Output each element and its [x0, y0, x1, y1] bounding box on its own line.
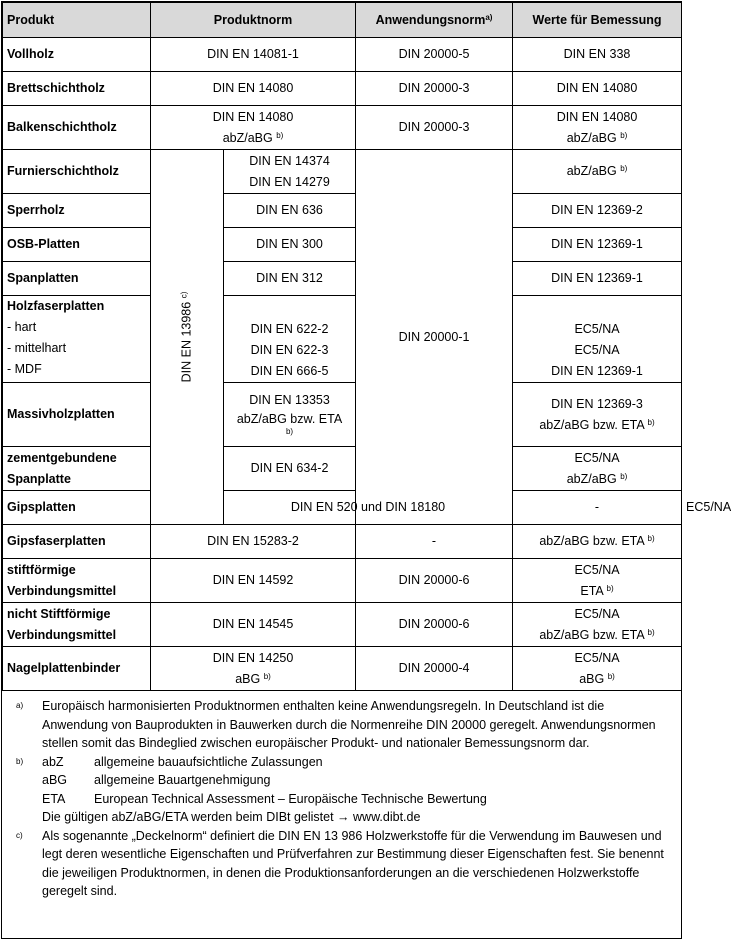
product-name: zementgebundene Spanplatte: [3, 447, 151, 491]
application-norm: DIN 20000-3: [356, 72, 513, 106]
table-row: [3, 603, 682, 647]
design-values: EC5/NA abZ/aBG $^{b)}$: [513, 447, 682, 491]
product-norm: DIN EN 14081-1: [151, 38, 356, 72]
product-name: Gipsfaserplatten: [3, 525, 151, 559]
product-norm: DIN EN 14250 aBG $^{b)}$: [151, 647, 356, 691]
product-name: Sperrholz: [3, 194, 151, 228]
product-norm: DIN EN 636: [224, 194, 356, 228]
design-values: DIN EN 12369-2: [513, 194, 682, 228]
header-werte: Werte für Bemessung: [513, 3, 682, 38]
design-values: EC5/NA abZ/aBG bzw. ETA $^{b)}$: [513, 603, 682, 647]
product-name: Balkenschichtholz: [3, 106, 151, 150]
application-norm-group: DIN 20000-1: [356, 150, 513, 525]
dibt-note: Die gültigen abZ/aBG/ETA werden beim DIBt gelistet → www.dibt.de: [42, 810, 421, 824]
product-norm: DIN EN 13353 abZ/aBG bzw. ETA $^{b)}$: [224, 383, 356, 447]
product-norm: DIN EN 15283-2: [151, 525, 356, 559]
design-values: abZ/aBG bzw. ETA $^{b)}$: [513, 525, 682, 559]
header-produktnorm: Produktnorm: [151, 3, 356, 38]
product-name: Holzfaserplatten - hart - mittelhart - MDF: [3, 296, 151, 383]
product-norm: DIN EN 14374 DIN EN 14279: [224, 150, 356, 194]
table-row: [3, 383, 682, 447]
product-name: Vollholz: [3, 38, 151, 72]
table-row: [3, 296, 682, 383]
vertical-norm-cell: [151, 150, 224, 525]
product-name: Brettschichtholz: [3, 72, 151, 106]
footnote-b: b) abZ allgemeine bauaufsichtliche Zulassungen aBG allgemeine Bauartgenehmigung ETA European Technical Assessment – Europäische Technische Bewertung Die gültigen abZ/aBG/ETA werden beim DIBt gelistet → www.dibt.de: [2, 753, 681, 827]
design-values: DIN EN 12369-3 abZ/aBG bzw. ETA $^{b)}$: [513, 383, 682, 447]
footnote-c: c) Als sogenannte „Deckelnorm“ definiert die DIN EN 13 986 Holzwerkstoffe für die Verwendung im Bauwesen und legt deren wesentliche Eigenschaften und Prüfverfahren zur Bestimmung dieser Eigenschaften fest. Sie benennt die jeweiligen Produktnormen, in denen die Produktionsanforderungen an die verschiedenen Holzwerkstoffe geregelt sind.: [16, 828, 664, 898]
product-norm: DIN EN 14545: [151, 603, 356, 647]
product-name: Furnierschichtholz: [3, 150, 151, 194]
design-values: EC5/NA aBG $^{b)}$: [513, 647, 682, 691]
table-row: [3, 106, 682, 150]
application-norm: -: [513, 491, 682, 525]
design-values: DIN EN 12369-1: [513, 262, 682, 296]
header-row: [3, 3, 682, 38]
abbr-key: ETA: [42, 791, 66, 806]
product-name: stiftförmige Verbindungsmittel: [3, 559, 151, 603]
product-name: Gipsplatten: [3, 491, 151, 525]
table-row: [3, 194, 682, 228]
application-norm: DIN 20000-6: [356, 559, 513, 603]
table-row: [3, 559, 682, 603]
footnote-a: a) Europäisch harmonisierten Produktnormen enthalten keine Anwendungsregeln. In Deutschland ist die Anwendung von Bauprodukten in Bauwerken durch die Normenreihe DIN 20000 geregelt. Anwendungsnormen stellen somit das Bindeglied zwischen europäischer Produkt- und nationaler Bemessungsnorm dar.: [16, 699, 656, 750]
application-norm: DIN 20000-4: [356, 647, 513, 691]
product-name: Massivholzplatten: [3, 383, 151, 447]
table-row: [3, 262, 682, 296]
product-norm: DIN EN 520 und DIN 18180: [224, 491, 513, 525]
table-row: [3, 525, 682, 559]
product-name: Spanplatten: [3, 262, 151, 296]
product-name: nicht Stiftförmige Verbindungsmittel: [3, 603, 151, 647]
header-anwendungsnorm: Anwendungsnorm$^{a)}$: [356, 3, 513, 38]
design-values: DIN EN 14080: [513, 72, 682, 106]
table-row: [3, 228, 682, 262]
application-norm: DIN 20000-5: [356, 38, 513, 72]
application-norm: DIN 20000-6: [356, 603, 513, 647]
vertical-norm-label: DIN EN 13986 $^{c)}$: [179, 291, 194, 383]
table-row: [3, 38, 682, 72]
norms-table: [2, 2, 731, 691]
footnotes: [2, 697, 681, 901]
product-norm: DIN EN 634-2: [224, 447, 356, 491]
design-values: DIN EN 338: [513, 38, 682, 72]
table-row: [3, 447, 682, 491]
table-row: [3, 647, 682, 691]
design-values: DIN EN 12369-1: [513, 228, 682, 262]
design-values: DIN EN 14080 abZ/aBG $^{b)}$: [513, 106, 682, 150]
product-norm: DIN EN 622-2 DIN EN 622-3 DIN EN 666-5: [224, 296, 356, 383]
product-norm: DIN EN 312: [224, 262, 356, 296]
design-values: EC5/NA EC5/NA DIN EN 12369-1: [513, 296, 682, 383]
table-row: [3, 72, 682, 106]
abbr-key: abZ: [42, 754, 64, 769]
table-row: Gipsplatten DIN EN 520 und DIN 18180 - EC5/NA: [3, 491, 682, 525]
application-norm: DIN 20000-3: [356, 106, 513, 150]
abbr-text: allgemeine Bauartgenehmigung: [94, 773, 271, 787]
table-row: [3, 150, 682, 194]
abbr-text: allgemeine bauaufsichtliche Zulassungen: [94, 754, 323, 769]
product-norm: DIN EN 14080 abZ/aBG $^{b)}$: [151, 106, 356, 150]
application-norm: -: [356, 525, 513, 559]
abbr-text: European Technical Assessment – Europäische Technische Bewertung: [94, 791, 487, 806]
product-norm: DIN EN 14592: [151, 559, 356, 603]
product-name: Nagelplattenbinder: [3, 647, 151, 691]
header-produkt: Produkt: [3, 3, 151, 38]
product-norm: DIN EN 14080: [151, 72, 356, 106]
abbr-key: aBG: [42, 773, 68, 787]
product-norm: DIN EN 300: [224, 228, 356, 262]
design-values: EC5/NA ETA $^{b)}$: [513, 559, 682, 603]
design-values: abZ/aBG $^{b)}$: [513, 150, 682, 194]
product-name: OSB-Platten: [3, 228, 151, 262]
